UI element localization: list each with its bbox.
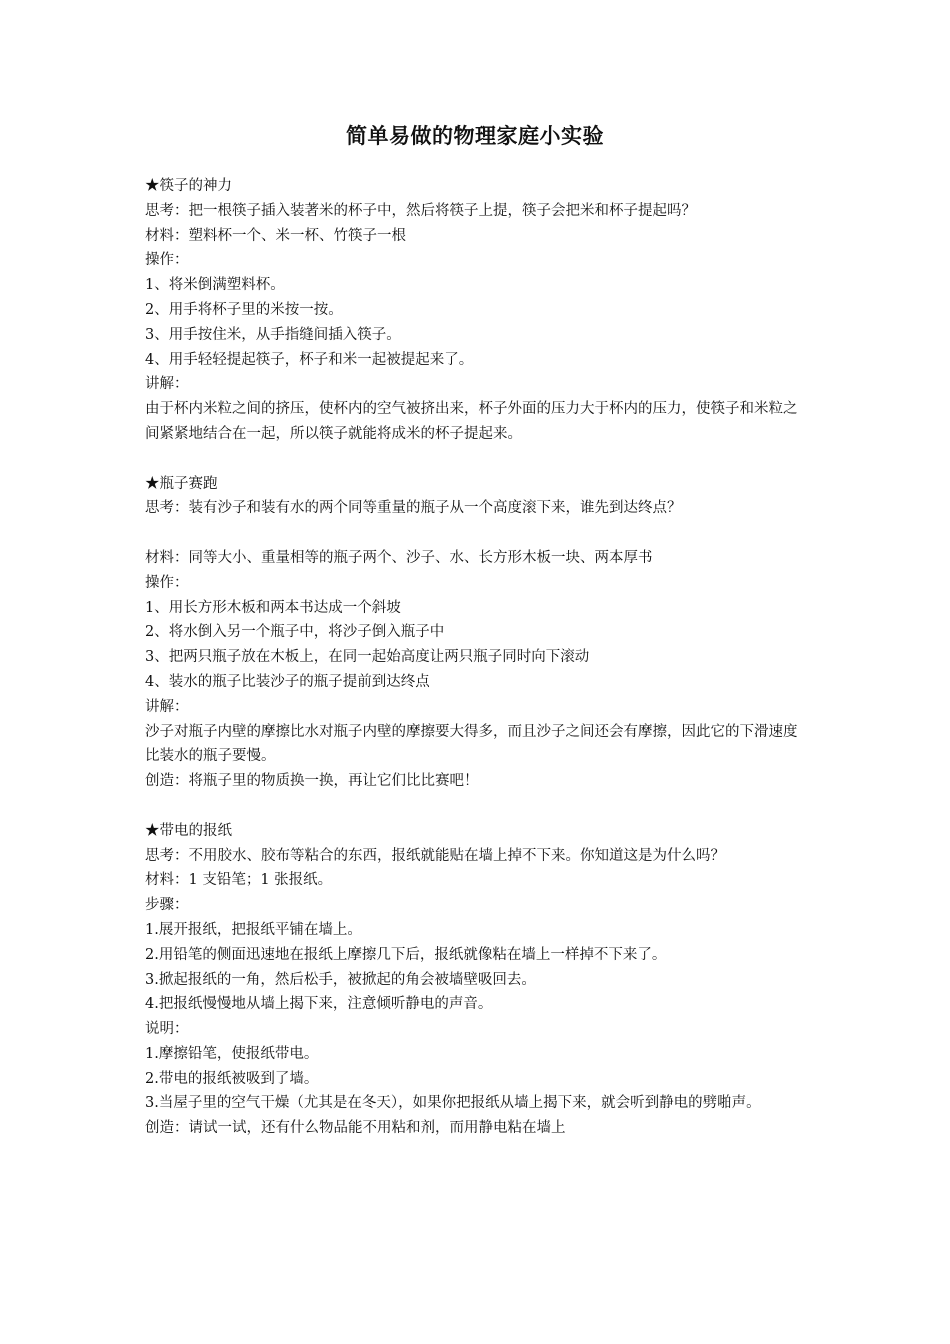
document-body — [145, 174, 810, 1141]
paragraph-line: 步骤： — [145, 897, 189, 914]
paragraph-line: 材料：塑料杯一个、米一杯、竹筷子一根 — [145, 227, 406, 244]
section-heading: ★筷子的神力 — [145, 178, 232, 194]
section-chopsticks — [145, 174, 810, 447]
paragraph-line: 材料：1 支铅笔；1 张报纸。 — [145, 872, 333, 889]
paragraph-line: 说明： — [145, 1021, 189, 1038]
spacer — [145, 794, 810, 819]
paragraph-line: 思考：装有沙子和装有水的两个同等重量的瓶子从一个高度滚下来，谁先到达终点？ — [145, 500, 682, 517]
paragraph-line: 由于杯内米粒之间的挤压，使杯内的空气被挤出来，杯子外面的压力大于杯内的压力，使筷子和米粒之间紧紧地结合在一起，所以筷子就能将成米的杯子提起来。 — [145, 401, 798, 442]
paragraph-line: 创造：将瓶子里的物质换一换，再让它们比比赛吧！ — [145, 773, 479, 790]
spacer — [145, 447, 810, 472]
section-heading: ★带电的报纸 — [145, 822, 232, 839]
section-heading: ★瓶子赛跑 — [145, 475, 218, 492]
list-item: 2.带电的报纸被吸到了墙。 — [145, 1070, 319, 1087]
list-item: 1.摩擦铅笔，使报纸带电。 — [145, 1045, 319, 1062]
list-item: 1、将米倒满塑料杯。 — [145, 277, 285, 294]
paragraph-line: 思考：把一根筷子插入装著米的杯子中，然后将筷子上提，筷子会把米和杯子提起吗？ — [145, 202, 696, 219]
paragraph-line: 讲解： — [145, 376, 189, 393]
list-item: 4.把报纸慢慢地从墙上揭下来，注意倾听静电的声音。 — [145, 996, 493, 1013]
list-item: 3.掀起报纸的一角，然后松手，被掀起的角会被墙壁吸回去。 — [145, 971, 536, 988]
paragraph-line: 操作： — [145, 252, 189, 269]
list-item: 4、用手轻轻提起筷子，杯子和米一起被提起来了。 — [145, 351, 474, 368]
list-item: 2.用铅笔的侧面迅速地在报纸上摩擦几下后，报纸就像粘在墙上一样掉不下来了。 — [145, 946, 667, 963]
list-item: 3、用手按住米，从手指缝间插入筷子。 — [145, 326, 401, 343]
list-item: 2、用手将杯子里的米按一按。 — [145, 301, 343, 318]
list-item: 3、把两只瓶子放在木板上，在同一起始高度让两只瓶子同时向下滚动 — [145, 649, 590, 666]
paragraph-line: 材料：同等大小、重量相等的瓶子两个、沙子、水、长方形木板一块、两本厚书 — [145, 549, 653, 566]
list-item: 3.当屋子里的空气干燥（尤其是在冬天），如果你把报纸从墙上揭下来，就会听到静电的劈啪声。 — [145, 1095, 761, 1112]
section-bottle-race — [145, 472, 810, 794]
list-item: 2、将水倒入另一个瓶子中，将沙子倒入瓶子中 — [145, 624, 445, 641]
section-charged-newspaper — [145, 819, 810, 1141]
spacer — [145, 521, 810, 546]
paragraph-line: 讲解： — [145, 698, 189, 715]
list-item: 1.展开报纸，把报纸平铺在墙上。 — [145, 921, 362, 938]
list-item: 1、用长方形木板和两本书达成一个斜坡 — [145, 599, 401, 616]
list-item: 4、装水的瓶子比装沙子的瓶子提前到达终点 — [145, 673, 430, 690]
paragraph-line: 创造：请试一试，还有什么物品能不用粘和剂，而用静电粘在墙上 — [145, 1120, 566, 1137]
paragraph-line: 操作： — [145, 574, 189, 591]
paragraph-line: 沙子对瓶子内壁的摩擦比水对瓶子内壁的摩擦要大得多，而且沙子之间还会有摩擦，因此它的下滑速度比装水的瓶子要慢。 — [145, 723, 798, 765]
document-title: 简单易做的物理家庭小实验 — [346, 124, 604, 148]
paragraph-line: 思考：不用胶水、胶布等粘合的东西，报纸就能贴在墙上掉不下来。你知道这是为什么吗？ — [145, 847, 725, 864]
